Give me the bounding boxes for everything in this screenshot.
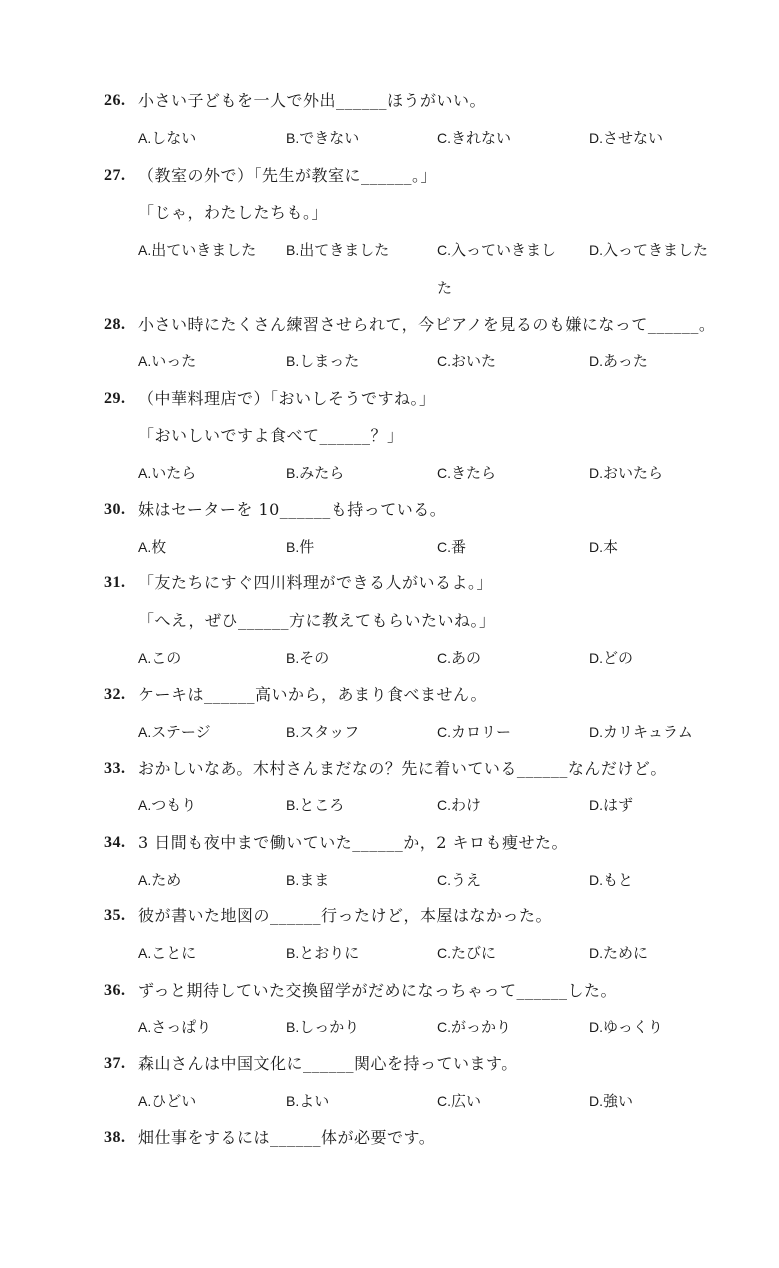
option-text: みたら [299, 464, 345, 482]
option-letter: C. [437, 1093, 451, 1109]
option-text: きれない [451, 129, 512, 147]
answer-option [138, 1091, 196, 1111]
option-letter: A. [138, 945, 152, 961]
answer-option [286, 240, 389, 260]
question-number: 37. [104, 1055, 126, 1072]
answer-option [589, 870, 633, 890]
answer-option [437, 870, 481, 890]
option-letter: D. [589, 724, 603, 740]
option-letter: B. [286, 242, 300, 258]
question-number: 28. [104, 316, 126, 333]
option-letter: C. [437, 1019, 451, 1035]
option-letter: A. [138, 242, 152, 258]
answer-option [589, 463, 663, 483]
question-text: 妹はセーターを 10______も持っている。 [138, 500, 447, 519]
option-letter: B. [286, 872, 300, 888]
answer-option [138, 795, 196, 815]
answer-option [138, 463, 196, 483]
answer-option [437, 795, 481, 815]
option-letter: C. [437, 539, 451, 555]
answer-option [286, 943, 359, 963]
option-text: その [299, 649, 330, 667]
question-text: ずっと期待していた交換留学がだめになっちゃって______した。 [138, 981, 618, 1000]
option-text: ゆっくり [603, 1018, 663, 1036]
option-letter: C. [437, 797, 451, 813]
option-letter: C. [437, 872, 451, 888]
option-text: カリキュラム [603, 723, 693, 741]
answer-option [437, 128, 511, 148]
question-text: 3 日間も夜中まで働いていた______か，2 キロも痩せた。 [138, 833, 569, 852]
option-letter: D. [589, 465, 603, 481]
question-number: 33. [104, 760, 126, 777]
question-text: （教室の外で）「先生が教室に______。」 [138, 166, 438, 185]
answer-option [589, 795, 633, 815]
answer-option [589, 128, 663, 148]
option-text: 広い [451, 1092, 482, 1110]
answer-option [138, 648, 181, 668]
answer-option [589, 943, 648, 963]
question-text: 小さい時にたくさん練習させられて，今ピアノを見るのも嫌になって______。 [138, 315, 716, 334]
answer-option [437, 1091, 481, 1111]
question-text: 「おいしいですよ食べて______？」 [138, 426, 404, 445]
option-letter: B. [286, 130, 300, 146]
option-text: ために [603, 944, 649, 962]
answer-option [589, 1017, 663, 1037]
option-text: 強い [603, 1092, 634, 1110]
option-letter: A. [138, 1019, 152, 1035]
answer-option [138, 1017, 211, 1037]
option-letter: A. [138, 797, 152, 813]
answer-option [286, 795, 344, 815]
answer-option [437, 722, 511, 742]
option-letter: A. [138, 724, 152, 740]
answer-option [437, 1017, 511, 1037]
option-text: 番 [451, 538, 467, 556]
option-letter: A. [138, 539, 152, 555]
option-text: うえ [451, 871, 482, 889]
answer-option [589, 1091, 633, 1111]
question-number: 32. [104, 686, 126, 703]
option-letter: C. [437, 242, 451, 258]
option-letter: C. [437, 650, 451, 666]
option-letter: D. [589, 130, 603, 146]
option-letter: D. [589, 539, 603, 555]
answer-option [437, 463, 496, 483]
option-text: ため [151, 871, 182, 889]
option-letter: D. [589, 1019, 603, 1035]
option-text: あの [451, 649, 482, 667]
option-letter: A. [138, 872, 152, 888]
option-letter: A. [138, 353, 152, 369]
option-text: つもり [151, 796, 197, 814]
option-letter: C. [437, 130, 451, 146]
option-letter: B. [286, 353, 300, 369]
answer-option [286, 1091, 329, 1111]
answer-option [286, 537, 314, 557]
answer-option [138, 537, 166, 557]
option-text: よい [299, 1092, 330, 1110]
question-number: 38. [104, 1129, 126, 1146]
option-text: 入ってきました [603, 241, 709, 259]
option-letter: B. [286, 465, 300, 481]
option-letter: C. [437, 724, 451, 740]
option-letter: C. [437, 353, 451, 369]
option-letter: B. [286, 1093, 300, 1109]
question-number: 36. [104, 982, 126, 999]
option-text: ステージ [151, 723, 211, 741]
option-text: できない [299, 129, 360, 147]
question-text: 「じゃ，わたしたちも。」 [138, 203, 329, 222]
option-letter: B. [286, 1019, 300, 1035]
option-text: しない [151, 129, 197, 147]
option-text: いった [151, 352, 197, 370]
option-text-continuation: た [437, 279, 453, 297]
option-text: 件 [299, 538, 315, 556]
option-text: おいた [451, 352, 497, 370]
option-text: 出ていきました [151, 241, 257, 259]
option-letter: D. [589, 353, 603, 369]
answer-option [437, 648, 481, 668]
answer-option [138, 943, 196, 963]
answer-option [589, 351, 648, 371]
question-number: 35. [104, 907, 126, 924]
answer-option [138, 351, 196, 371]
option-text: がっかり [451, 1018, 512, 1036]
question-number: 30. [104, 501, 126, 518]
answer-option [437, 943, 496, 963]
option-text: 枚 [151, 538, 167, 556]
question-number: 34. [104, 834, 126, 851]
option-letter: D. [589, 797, 603, 813]
option-text: さっぱり [151, 1018, 212, 1036]
question-number: 31. [104, 574, 126, 591]
question-number: 26. [104, 92, 126, 109]
option-text: この [151, 649, 182, 667]
question-text: （中華料理店で）「おいしそうですね。」 [138, 389, 436, 408]
answer-option [437, 351, 496, 371]
option-text: カロリー [451, 723, 512, 741]
option-text: いたら [151, 464, 197, 482]
answer-option [286, 870, 329, 890]
question-text: 彼が書いた地図の______行ったけど，本屋はなかった。 [138, 906, 553, 925]
option-letter: A. [138, 1093, 152, 1109]
option-letter: C. [437, 945, 451, 961]
question-text: 森山さんは中国文化に______関心を持っています。 [138, 1054, 518, 1073]
option-text: しっかり [299, 1018, 360, 1036]
answer-option [286, 1017, 359, 1037]
answer-option [286, 351, 359, 371]
answer-option [286, 463, 344, 483]
answer-option [138, 870, 181, 890]
option-text: 出てきました [299, 241, 390, 259]
option-text: させない [603, 129, 664, 147]
option-text: ところ [299, 796, 345, 814]
option-letter: D. [589, 872, 603, 888]
option-text: わけ [451, 796, 482, 814]
option-text: きたら [451, 464, 497, 482]
option-text: たびに [451, 944, 497, 962]
answer-option [589, 240, 708, 260]
option-letter: A. [138, 130, 152, 146]
answer-option [589, 722, 693, 742]
option-letter: A. [138, 650, 152, 666]
option-text: 本 [603, 538, 619, 556]
answer-option [286, 722, 359, 742]
question-text: おかしいなあ。木村さんまだなの？先に着いている______なんだけど。 [138, 759, 667, 778]
option-text: はず [603, 796, 634, 814]
question-text: 「友たちにすぐ四川料理ができる人がいるよ。」 [138, 573, 494, 592]
option-text: しまった [299, 352, 360, 370]
answer-option [437, 240, 556, 260]
answer-option [589, 537, 618, 557]
option-letter: B. [286, 724, 300, 740]
option-text: 入っていきまし [451, 241, 557, 259]
option-text: まま [299, 871, 330, 889]
answer-option [286, 128, 359, 148]
option-letter: B. [286, 945, 300, 961]
question-number: 29. [104, 390, 126, 407]
question-number: 27. [104, 167, 126, 184]
option-text: スタッフ [299, 723, 360, 741]
answer-option [437, 537, 466, 557]
answer-option [138, 240, 256, 260]
option-letter: A. [138, 465, 152, 481]
answer-option [138, 722, 211, 742]
option-text: もと [603, 871, 634, 889]
question-text: 畑仕事をするには______体が必要です。 [138, 1128, 436, 1147]
option-letter: B. [286, 797, 300, 813]
option-letter: B. [286, 539, 300, 555]
question-text: 「へえ，ぜひ______方に教えてもらいたいね。」 [138, 611, 496, 630]
option-letter: D. [589, 1093, 603, 1109]
option-letter: D. [589, 650, 603, 666]
option-text: ことに [151, 944, 197, 962]
option-letter: D. [589, 945, 603, 961]
option-letter: B. [286, 650, 300, 666]
question-text: 小さい子どもを一人で外出______ほうがいい。 [138, 91, 487, 110]
answer-option [589, 648, 633, 668]
option-letter: D. [589, 242, 603, 258]
option-text: おいたら [603, 464, 664, 482]
answer-option [286, 648, 329, 668]
option-text: とおりに [299, 944, 360, 962]
answer-option [138, 128, 196, 148]
option-text: ひどい [151, 1092, 197, 1110]
option-letter: C. [437, 465, 451, 481]
option-text: あった [603, 352, 648, 370]
option-text: どの [603, 649, 634, 667]
question-text: ケーキは______高いから，あまり食べません。 [138, 685, 487, 704]
